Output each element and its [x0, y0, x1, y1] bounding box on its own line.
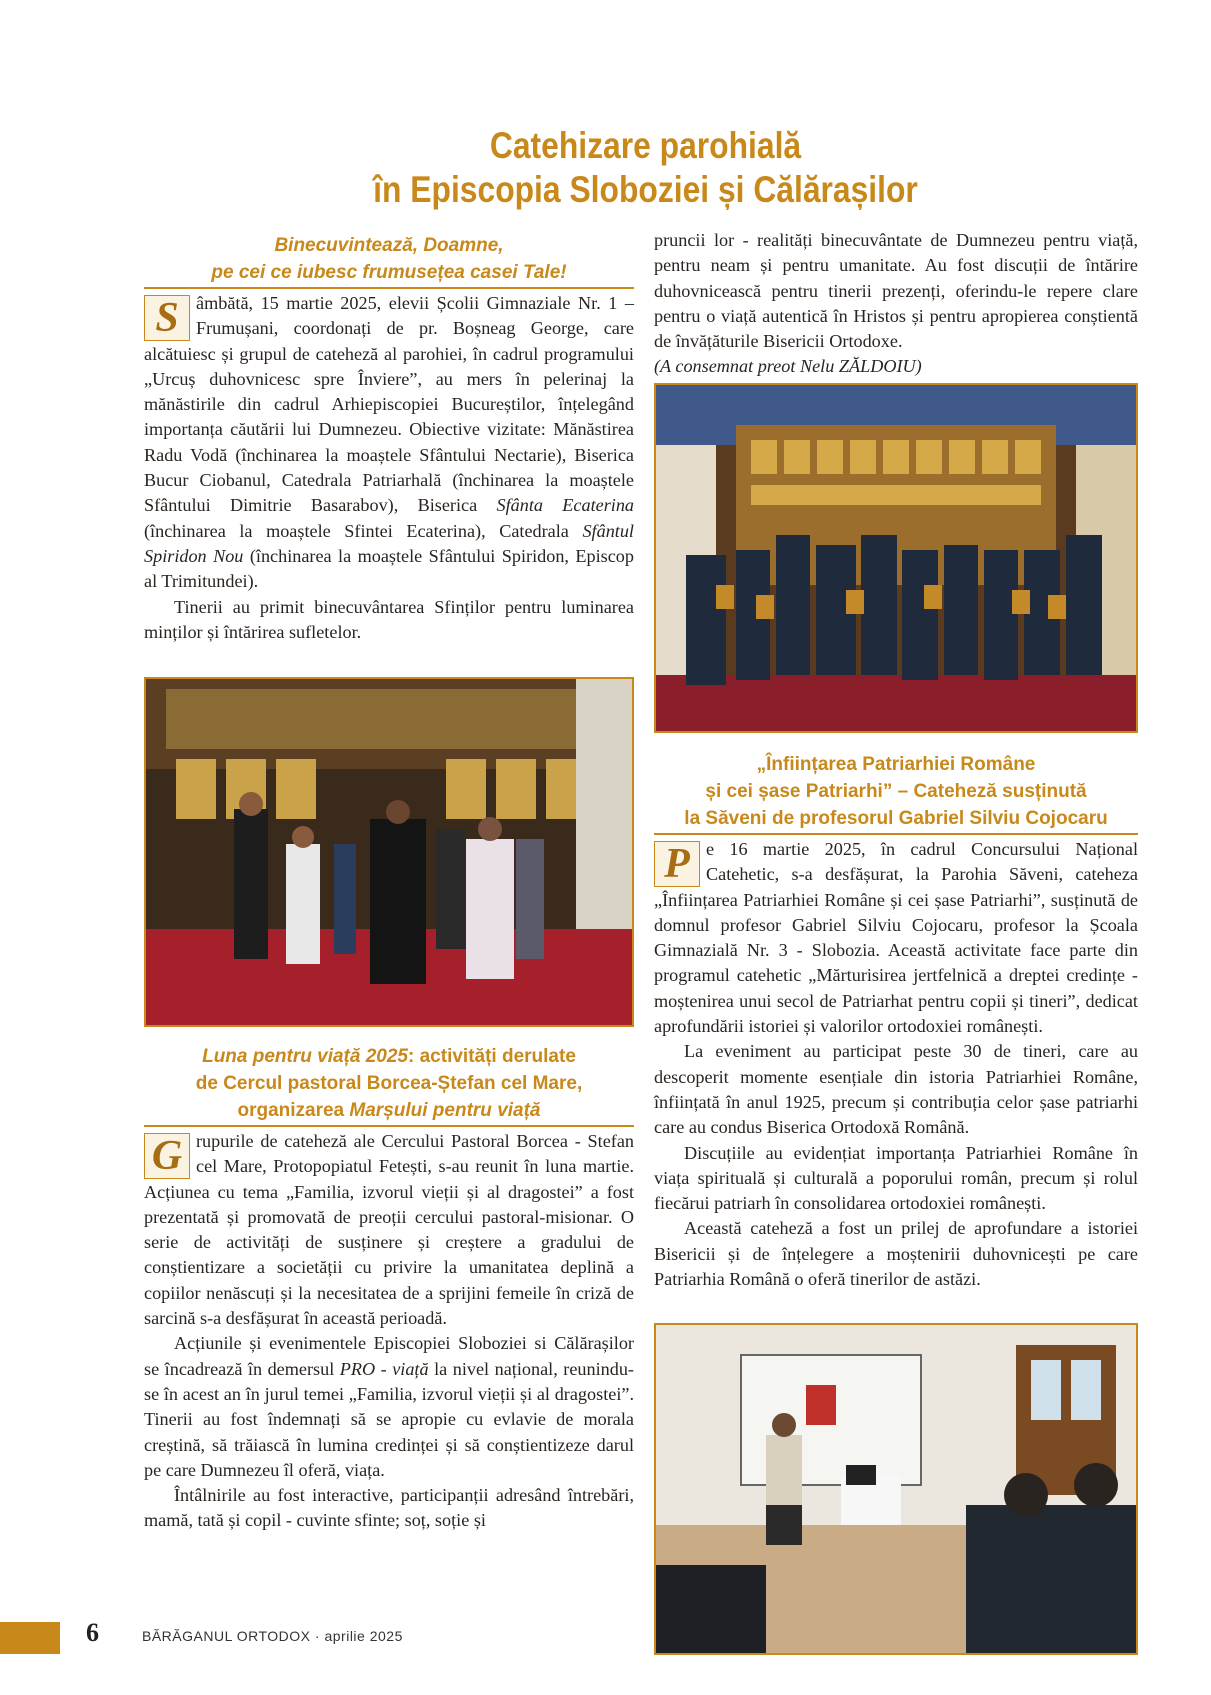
author-note: (A consemnat preot Nelu ZĂLDOIU) [654, 356, 922, 377]
article1-heading [144, 232, 634, 289]
article3-paragraph-2: La eveniment au participat peste 30 de tineri, care au descoperit momente esențiale din istoria Patriarhiei Române, înființată în anul 1925, precum și contribuția celor șase patriarhi care au condus Biserica Ortodoxă Română. [654, 1041, 1138, 1138]
text-run: e 16 martie 2025, în cadrul Concursului Național Catehetic, s-a desfășurat, la Parohia Săveni, cateheza „Înființarea Patriarhiei Române și cei șase Patriarhi”, susținută de domnul profesor Gabriel Silviu Cojocaru, profesor la Școala Gimnazială Nr. 3 - Slobozia. Această activitate face parte din programul catehetic „Mărturisirea jertfelnică a dreptei credințe - moștenirea unui secol de Patriarhat pentru copii și tineri”, dedicat aprofundării istoriei și valorilor ortodoxiei românești. [654, 839, 1138, 1037]
article3-heading [654, 751, 1138, 835]
text-run: (închinarea la moaștele Sfintei Ecaterina), Catedrala [144, 520, 583, 541]
article2-heading-rest: : activități derulate [408, 1046, 576, 1067]
dropcap-s: S [144, 295, 190, 341]
text-run: (închinarea la moaștele Sfântului Spiridon, Episcop al Trimitundei). [144, 545, 634, 592]
left-column [144, 232, 634, 645]
article2-heading-line2: de Cercul pastoral Borcea-Ștefan cel Mare, [195, 1073, 583, 1094]
article3-paragraph-3: Discuțiile au evidențiat importanța Patriarhiei Române în viața spirituală și culturală a poporului român, precum și rolul fiecărui patriarh în consolidarea ortodoxiei românești. [654, 1142, 1138, 1214]
right-column-lower [654, 751, 1138, 1292]
dropcap-g: G [144, 1133, 190, 1179]
page-number: 6 [86, 1618, 99, 1647]
footer-accent-bar [0, 1622, 60, 1654]
article2-heading-line3-italic: Marșului pentru viață [349, 1100, 541, 1121]
article2-paragraph-1 [144, 1129, 634, 1331]
text-run: Acțiunile și evenimentele Episcopiei Sloboziei si Călărașilor se încadrează în demersul [144, 1333, 634, 1379]
title-line-2: în Episcopia Sloboziei și Călărașilor [373, 169, 918, 210]
article2-heading-line3a: organizarea [237, 1100, 350, 1121]
article3-heading-line3: la Săveni de profesorul Gabriel Silviu Cojocaru [684, 808, 1108, 829]
photo-iconostasis-group [654, 383, 1138, 733]
photo-monastery-group [144, 677, 634, 1027]
running-footer [142, 1628, 403, 1644]
text-run: la nivel național, reunindu-se în acest an în jurul temei „Familia, izvorul vieții și al dragostei”. Tinerii au fost îndemnați să se apropie cu evlavie de morala creștină, să trăiască în lumina credinței și să conștientizeze darul pe care Dumnezeu îl oferă, viața. [144, 1358, 634, 1480]
article2-heading [144, 1043, 634, 1127]
article1-paragraph-2: Tinerii au primit binecuvântarea Sfinților pentru luminarea minților și întărirea sufletelor. [144, 596, 634, 642]
right-column [654, 228, 1138, 380]
text-run: rupurile de cateheză ale Cercului Pastoral Borcea - Stefan cel Mare, Protopopiatul Fetești, s-au reunit în luna martie. Acțiunea cu tema „Familia, izvorul vieții și al dragostei” a fost prezentată și promovată de preoții cercului pastoral-misionar. O serie de activități de susținere și creștere a gradului de conștientizare a societății cu privire la umanitatea deplină a copiilor nenăscuți și la necesitatea de a sprijini femeile în criză de sarcină s-a desfășurat în această perioadă. [144, 1131, 634, 1329]
left-column-lower [144, 1043, 634, 1534]
title-line-1: Catehizare parohială [489, 125, 802, 166]
article1-heading-line2: pe cei ce iubesc frumusețea casei Tale! [211, 262, 567, 283]
footer-separator: · [310, 1628, 325, 1644]
issue-date: aprilie 2025 [324, 1628, 403, 1644]
text-run-italic: Sfântul Spiridon Nou [144, 520, 634, 566]
article3-paragraph-4: Această cateheză a fost un prilej de aprofundare a istoriei Bisericii și de înțelegere a moștenirii duhovnicești pe care Patriarhia Română o oferă tinerilor de astăzi. [654, 1218, 1138, 1290]
photo-catechesis-image [656, 1325, 1136, 1653]
photo-monastery-group-image [146, 679, 632, 1025]
photo-iconostasis-image [656, 385, 1136, 731]
article-main-title [211, 124, 1080, 212]
article3-heading-line1: „Înființarea Patriarhiei Române [756, 754, 1036, 775]
article1-paragraph-1 [144, 291, 634, 595]
dropcap-p: P [654, 841, 700, 887]
article2-paragraph-3: Întâlnirile au fost interactive, participanții adresând întrebări, mamă, tată și copil - cuvinte sfinte; soț, soție și [144, 1485, 634, 1531]
text-run-italic: PRO - viață [339, 1358, 429, 1379]
article2-paragraph-2 [144, 1331, 634, 1483]
article1-heading-line1: Binecuvintează, Doamne, [274, 235, 504, 256]
article3-heading-line2: și cei șase Patriarhi” – Cateheză susținută [705, 781, 1087, 802]
text-run-italic: Sfânta Ecaterina [496, 495, 635, 516]
text-run: âmbătă, 15 martie 2025, elevii Școlii Gimnaziale Nr. 1 – Frumușani, coordonați de pr. Boșneag George, care alcătuiesc și grupul de cateheză al parohiei, în cadrul programului „Urcuș duhovnicesc spre Înviere”, au mers în pelerinaj la mănăstirile din cadrul Arhiepiscopiei Bucureștilor, înțelegând importanța căutării lui Dumnezeu. Obiective vizitate: Mănăstirea Radu Vodă (închinarea la moaștele Sfântului Nectarie), Biserica Bucur Ciobanul, Catedrala Patriarhală (închinarea la moaștele Sfântului Dimitrie Basarabov), Biserica [144, 293, 634, 516]
article2-heading-italic: Luna pentru viață 2025 [202, 1046, 408, 1067]
publication-name: BĂRĂGANUL ORTODOX [142, 1628, 311, 1644]
article3-paragraph-1 [654, 837, 1138, 1039]
photo-catechesis-presentation [654, 1323, 1138, 1655]
article1-continued: pruncii lor - realități binecuvântate de Dumnezeu pentru viață, pentru neam și pentru umanitate. Au fost discuții de întărire duhovnicească pentru tinerii prezenți, oferindu-le repere clare pentru o viață autentică în Hristos și pentru apropierea conștientă de învățăturile Bisericii Ortodoxe. [654, 230, 1138, 352]
